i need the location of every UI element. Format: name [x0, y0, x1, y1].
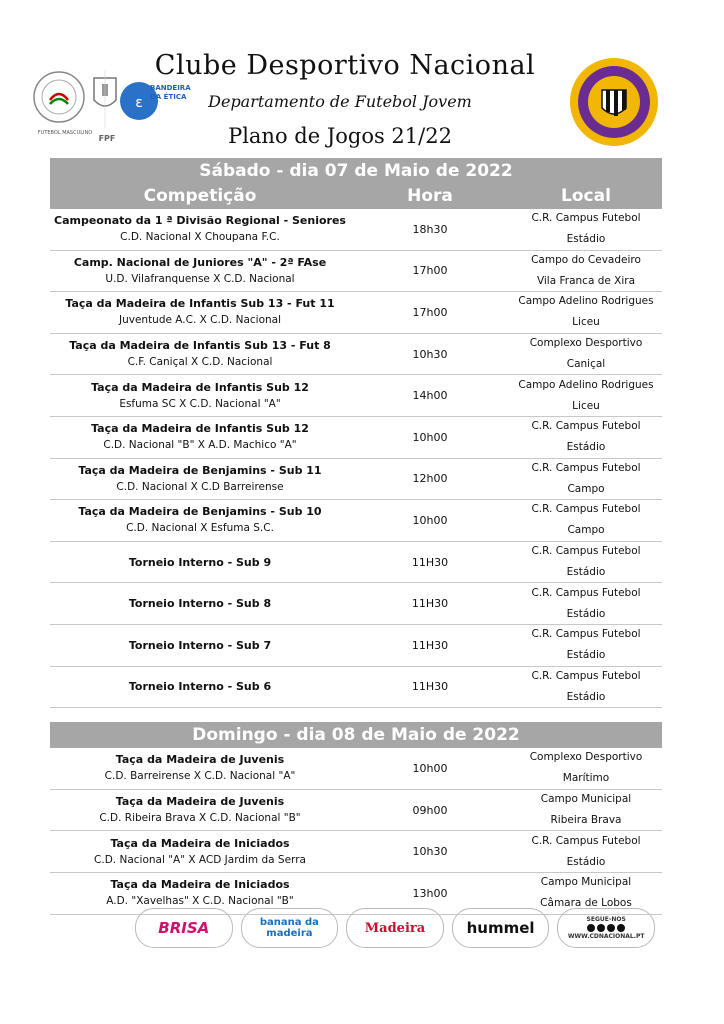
competition-cell [50, 292, 350, 333]
venue-detail: Liceu [572, 316, 600, 329]
venue-name: C.R. Campus Futebol [531, 503, 641, 516]
venue-detail: Estádio [566, 441, 606, 454]
sponsor-brisa-logo: BRISA [135, 908, 233, 948]
game-row [50, 417, 662, 459]
competition-name: Taça da Madeira de Iniciados [110, 878, 290, 892]
time-cell: 17h00 [412, 264, 448, 278]
venue-cell [510, 209, 662, 250]
venue-name: Complexo Desportivo [529, 751, 643, 764]
venue-name: Campo Adelino Rodrigues [518, 378, 654, 391]
venue-detail: Estádio [566, 649, 606, 662]
column-competition: Competição [143, 186, 257, 206]
column-time: Hora [407, 186, 453, 206]
venue-detail: Estádio [566, 855, 606, 868]
match-teams: U.D. Vilafranquense X C.D. Nacional [105, 272, 295, 285]
venue-name: C.R. Campus Futebol [531, 669, 641, 682]
youtube-icon[interactable] [617, 924, 625, 932]
time-cell: 11H30 [411, 555, 449, 569]
match-teams: C.D. Nacional "B" X A.D. Machico "A" [103, 439, 297, 452]
venue-detail: Ribeira Brava [550, 814, 622, 827]
social-media-block [557, 908, 655, 948]
competition-name: Taça da Madeira de Infantis Sub 12 [91, 380, 309, 394]
venue-name: Campo Municipal [540, 793, 632, 806]
venue-name: C.R. Campus Futebol [531, 461, 641, 474]
venue-detail: Campo [567, 524, 605, 537]
section-spacer [50, 708, 662, 722]
venue-cell [510, 625, 662, 666]
match-teams: C.D. Nacional X Esfuma S.C. [126, 522, 274, 535]
game-row [50, 292, 662, 334]
sponsor-hummel-logo: hummel [452, 908, 550, 948]
time-cell: 10h30 [412, 845, 448, 859]
competition-name: Taça da Madeira de Infantis Sub 13 - Fut 8 [69, 339, 331, 353]
game-row [50, 251, 662, 293]
competition-cell [50, 667, 350, 708]
venue-cell [510, 583, 662, 624]
competition-name: Torneio Interno - Sub 7 [128, 638, 272, 652]
sponsor-bar [135, 908, 655, 948]
sunday-games [50, 748, 662, 914]
venue-name: C.R. Campus Futebol [531, 586, 641, 599]
match-teams: A.D. "Xavelhas" X C.D. Nacional "B" [106, 895, 294, 908]
competition-cell [50, 831, 350, 872]
venue-detail: Marítimo [562, 772, 610, 785]
facebook-icon[interactable] [587, 924, 595, 932]
match-teams: C.F. Caniçal X C.D. Nacional [127, 356, 273, 369]
venue-cell [510, 334, 662, 375]
competition-name: Taça da Madeira de Juvenis [115, 795, 285, 809]
fpf-crest-icon [90, 70, 120, 128]
competition-cell [50, 625, 350, 666]
venue-cell [510, 667, 662, 708]
venue-name: C.R. Campus Futebol [531, 628, 641, 641]
sponsor-madeira-logo: Madeira [346, 908, 444, 948]
competition-name: Torneio Interno - Sub 6 [128, 680, 272, 694]
certification-seal-icon [32, 70, 86, 124]
game-row [50, 583, 662, 625]
competition-cell [50, 375, 350, 416]
match-teams: Esfuma SC X C.D. Nacional "A" [119, 397, 281, 410]
competition-cell [50, 417, 350, 458]
competition-name: Taça da Madeira de Infantis Sub 12 [91, 422, 309, 436]
venue-name: C.R. Campus Futebol [531, 420, 641, 433]
competition-name: Camp. Nacional de Juniores "A" - 2ª FAse [73, 255, 327, 269]
game-row [50, 459, 662, 501]
venue-detail: Câmara de Lobos [540, 897, 632, 910]
venue-name: Campo Adelino Rodrigues [518, 295, 654, 308]
competition-cell [50, 583, 350, 624]
venue-name: Campo do Cevadeiro [531, 253, 641, 266]
venue-name: C.R. Campus Futebol [531, 545, 641, 558]
competition-name: Taça da Madeira de Benjamins - Sub 11 [78, 463, 322, 477]
saturday-games [50, 209, 662, 708]
club-crest-icon [568, 56, 660, 148]
competition-cell [50, 790, 350, 831]
column-headers [50, 184, 662, 209]
venue-name: Campo Municipal [540, 876, 632, 889]
competition-name: Taça da Madeira de Benjamins - Sub 10 [78, 505, 322, 519]
game-row [50, 375, 662, 417]
time-cell: 09h00 [412, 803, 448, 817]
social-title: SEGUE-NOS [586, 916, 626, 923]
competition-cell [50, 748, 350, 789]
sunday-header: Domingo - dia 08 de Maio de 2022 [50, 722, 662, 748]
match-teams: C.D. Barreirense X C.D. Nacional "A" [104, 770, 296, 783]
venue-cell [510, 459, 662, 500]
match-teams: C.D. Nacional X Choupana F.C. [120, 231, 280, 244]
match-teams: C.D. Nacional X C.D Barreirense [116, 480, 284, 493]
match-teams: Juventude A.C. X C.D. Nacional [118, 314, 282, 327]
venue-detail: Campo [567, 482, 605, 495]
time-cell: 11H30 [411, 680, 449, 694]
competition-cell [50, 209, 350, 250]
plan-title: Plano de Jogos 21/22 [228, 124, 452, 148]
venue-name: C.R. Campus Futebol [531, 212, 641, 225]
time-cell: 10h00 [412, 513, 448, 527]
time-cell: 17h00 [412, 305, 448, 319]
games-schedule [50, 158, 662, 915]
time-cell: 11H30 [411, 638, 449, 652]
certification-label: FUTEBOL MASCULINO [37, 130, 93, 136]
social-icons [587, 924, 625, 932]
competition-name: Taça da Madeira de Iniciados [110, 836, 290, 850]
game-row [50, 790, 662, 832]
competition-cell [50, 542, 350, 583]
social-url[interactable]: WWW.CDNACIONAL.PT [567, 933, 645, 940]
venue-detail: Liceu [572, 399, 600, 412]
club-title: Clube Desportivo Nacional [154, 50, 536, 81]
ethics-flag-label: BANDEIRA DA ÉTICA [150, 84, 191, 101]
game-row [50, 667, 662, 709]
venue-cell [510, 292, 662, 333]
venue-detail: Vila Franca de Xira [536, 274, 636, 287]
twitter-icon[interactable] [607, 924, 615, 932]
venue-detail: Estádio [566, 566, 606, 579]
competition-cell [50, 251, 350, 292]
time-cell: 10h00 [412, 430, 448, 444]
venue-cell [510, 542, 662, 583]
column-venue: Local [561, 186, 611, 206]
match-teams: C.D. Ribeira Brava X C.D. Nacional "B" [99, 812, 301, 825]
venue-cell [510, 790, 662, 831]
venue-detail: Estádio [566, 607, 606, 620]
game-row [50, 831, 662, 873]
svg-text:ɛ: ɛ [135, 95, 143, 111]
venue-name: C.R. Campus Futebol [531, 834, 641, 847]
page-header [0, 0, 724, 155]
competition-cell [50, 334, 350, 375]
competition-name: Torneio Interno - Sub 9 [128, 555, 272, 569]
competition-name: Taça da Madeira de Infantis Sub 13 - Fut 11 [65, 297, 335, 311]
venue-cell [510, 375, 662, 416]
venue-cell [510, 500, 662, 541]
game-row [50, 625, 662, 667]
time-cell: 10h30 [412, 347, 448, 361]
game-row [50, 209, 662, 251]
venue-cell [510, 831, 662, 872]
time-cell: 13h00 [412, 886, 448, 900]
venue-detail: Estádio [566, 233, 606, 246]
venue-detail: Caniçal [566, 358, 606, 371]
competition-cell [50, 459, 350, 500]
venue-cell [510, 251, 662, 292]
sponsor-banana-logo: banana da madeira [241, 908, 339, 948]
saturday-header: Sábado - dia 07 de Maio de 2022 [50, 158, 662, 184]
game-row [50, 748, 662, 790]
match-teams: C.D. Nacional "A" X ACD Jardim da Serra [94, 853, 306, 866]
game-row [50, 542, 662, 584]
fpf-label: FPF [98, 134, 116, 143]
time-cell: 10h00 [412, 761, 448, 775]
instagram-icon[interactable] [597, 924, 605, 932]
competition-name: Torneio Interno - Sub 8 [128, 597, 272, 611]
time-cell: 18h30 [412, 222, 448, 236]
venue-cell [510, 417, 662, 458]
venue-name: Complexo Desportivo [529, 337, 643, 350]
time-cell: 11H30 [411, 597, 449, 611]
venue-cell [510, 748, 662, 789]
game-row [50, 500, 662, 542]
time-cell: 12h00 [412, 472, 448, 486]
time-cell: 14h00 [412, 389, 448, 403]
competition-cell [50, 500, 350, 541]
competition-name: Campeonato da 1 ª Divisão Regional - Seniores [54, 214, 346, 228]
game-row [50, 334, 662, 376]
venue-detail: Estádio [566, 690, 606, 703]
department-subtitle: Departamento de Futebol Jovem [208, 92, 472, 111]
competition-name: Taça da Madeira de Juvenis [115, 753, 285, 767]
